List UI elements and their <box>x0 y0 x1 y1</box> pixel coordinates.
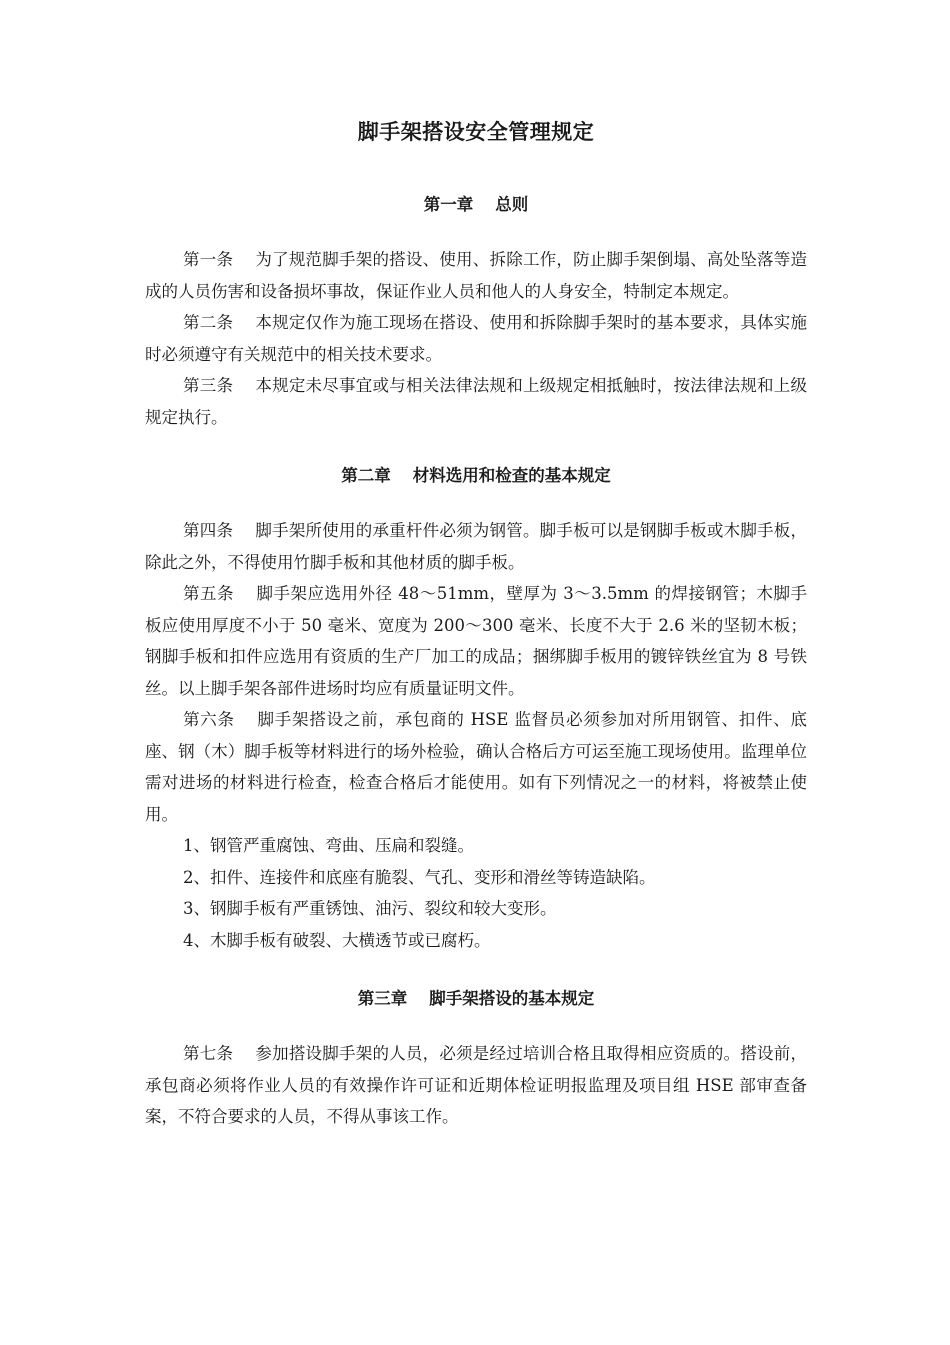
document-page <box>145 110 807 1133</box>
chapter-name: 总则 <box>495 195 529 214</box>
article-paragraph <box>145 244 807 307</box>
chapter-number: 第三章 <box>357 989 408 1008</box>
article-number: 第四条 <box>183 521 234 540</box>
list-item: 4、木脚手板有破裂、大横透节或已腐朽。 <box>183 930 491 950</box>
chapter-body <box>145 244 807 433</box>
article-number: 第三条 <box>183 376 234 395</box>
article-paragraph <box>145 307 807 370</box>
chapter-number: 第一章 <box>423 195 474 214</box>
article-number: 第一条 <box>183 250 234 269</box>
chapter-1 <box>145 192 807 433</box>
list-item: 1、钢管严重腐蚀、弯曲、压扁和裂缝。 <box>183 836 474 855</box>
chapter-heading <box>145 463 807 489</box>
article-text: 脚手架应选用外径 48～51mm，壁厚为 3～3.5mm 的焊接钢管；木脚手板应使用厚度不小于 50 毫米、宽度为 200～300 毫米、长度不大于 2.6 米的坚韧木板；钢脚手板和扣件应选用有资质的生产厂加工的成品；捆绑脚手板用的镀锌铁丝宜为 8 号铁丝。以上脚手架各部件进场时均应有质量证明文件。 <box>145 584 807 698</box>
article-text: 为了规范脚手架的搭设、使用、拆除工作，防止脚手架倒塌、高处坠落等造成的人员伤害和设备损坏事故，保证作业人员和他人的人身安全，特制定本规定。 <box>145 250 808 301</box>
chapter-name: 脚手架搭设的基本规定 <box>429 989 595 1008</box>
article-number: 第五条 <box>183 584 234 603</box>
list-item: 2、扣件、连接件和底座有脆裂、气孔、变形和滑丝等铸造缺陷。 <box>183 867 656 887</box>
article-number: 第七条 <box>183 1044 234 1063</box>
chapter-heading <box>145 192 807 218</box>
chapter-body <box>145 515 807 956</box>
article-paragraph <box>145 578 807 704</box>
chapter-3 <box>145 986 807 1133</box>
article-paragraph <box>145 1038 807 1133</box>
article-number: 第六条 <box>183 710 235 729</box>
article-text: 脚手架所使用的承重杆件必须为钢管。脚手板可以是钢脚手板或木脚手板，除此之外，不得使用竹脚手板和其他材质的脚手板。 <box>145 521 808 572</box>
article-text: 参加搭设脚手架的人员，必须是经过培训合格且取得相应资质的。搭设前，承包商必须将作业人员的有效操作许可证和近期体检证明报监理及项目组 HSE 部审查备案，不符合要求的人员，不得从事该工作。 <box>145 1044 808 1126</box>
article-number: 第二条 <box>183 313 234 332</box>
chapter-name: 材料选用和检查的基本规定 <box>412 466 611 485</box>
document-title: 脚手架搭设安全管理规定 <box>357 120 595 144</box>
article-paragraph <box>145 370 807 433</box>
article-text: 本规定仅作为施工现场在搭设、使用和拆除脚手架时的基本要求，具体实施时必须遵守有关规范中的相关技术要求。 <box>145 313 808 364</box>
article-text: 脚手架搭设之前，承包商的 HSE 监督员必须参加对所用钢管、扣件、底座、钢（木）脚手板等材料进行的场外检验，确认合格后方可运至施工现场使用。监理单位需对进场的材料进行检查，检查合格后才能使用。如有下列情况之一的材料，将被禁止使用。 <box>145 710 808 824</box>
article-paragraph <box>145 704 807 830</box>
list-item: 3、钢脚手板有严重锈蚀、油污、裂纹和较大变形。 <box>183 899 557 918</box>
article-text: 本规定未尽事宜或与相关法律法规和上级规定相抵触时，按法律法规和上级规定执行。 <box>145 376 808 427</box>
chapter-2 <box>145 463 807 956</box>
chapter-number: 第二章 <box>341 466 391 485</box>
chapter-body <box>145 1038 807 1133</box>
chapter-heading <box>145 986 807 1012</box>
article-paragraph <box>145 515 807 578</box>
